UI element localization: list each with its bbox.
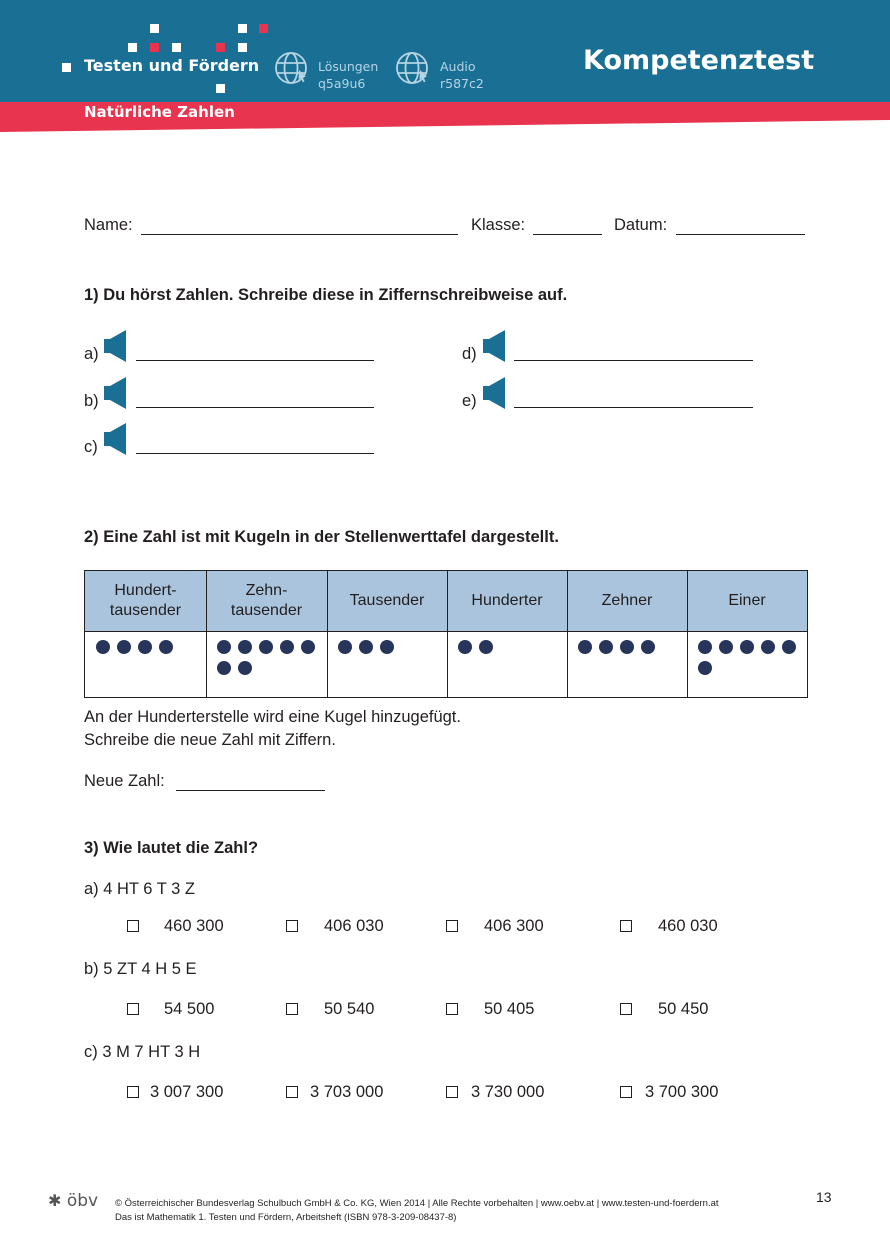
class-label: Klasse: [471, 216, 526, 234]
place-value-ball [217, 640, 231, 654]
name-field[interactable] [141, 234, 458, 235]
place-value-table [84, 570, 808, 698]
option-label: 3 730 000 [471, 1083, 545, 1101]
new-number-field[interactable] [176, 790, 325, 791]
column-header-line1: Hundert- [114, 582, 177, 599]
table-divider [327, 571, 328, 697]
option-label: 3 007 300 [150, 1083, 224, 1101]
column-header [206, 571, 327, 631]
audio-code-block[interactable] [440, 58, 484, 92]
task1-item-label: d) [462, 345, 477, 363]
task1-heading: 1) Du hörst Zahlen. Schreibe diese in Ziffernschreibweise auf. [84, 286, 568, 304]
speaker-icon[interactable] [483, 330, 507, 362]
audio-label: Audio [440, 59, 476, 74]
place-value-ball [698, 640, 712, 654]
footer-line-1: © Österreichischer Bundesverlag Schulbuch GmbH & Co. KG, Wien 2014 | Alle Rechte vorbehalten | www.oebv.at | www.testen-und-foerdern.at [115, 1198, 719, 1209]
task3-heading: 3) Wie lautet die Zahl? [84, 839, 259, 857]
speaker-icon[interactable] [104, 330, 128, 362]
task2-instruction-2: Schreibe die neue Zahl mit Ziffern. [84, 731, 336, 749]
option-checkbox[interactable] [286, 920, 298, 932]
column-header-line1: Zehn- [245, 582, 288, 599]
option-label: 50 450 [658, 1000, 709, 1018]
option-checkbox[interactable] [446, 1086, 458, 1098]
column-header-line1: Zehner [601, 592, 653, 609]
option-checkbox[interactable] [127, 1003, 139, 1015]
new-number-label: Neue Zahl: [84, 772, 165, 790]
table-divider [206, 571, 207, 697]
answer-line[interactable] [136, 360, 374, 361]
answer-line[interactable] [136, 453, 374, 454]
brand-name: Testen und Fördern [84, 56, 260, 75]
answer-line[interactable] [136, 407, 374, 408]
column-header [687, 571, 807, 631]
column-header [567, 571, 687, 631]
footer-copyright [115, 1197, 719, 1225]
solutions-code-block[interactable] [318, 58, 378, 92]
place-value-ball [96, 640, 110, 654]
place-value-ball [458, 640, 472, 654]
option-checkbox[interactable] [286, 1003, 298, 1015]
answer-line[interactable] [514, 360, 753, 361]
column-header-line2: tausender [109, 602, 182, 619]
solutions-code: q5a9u6 [318, 76, 366, 91]
option-checkbox[interactable] [620, 920, 632, 932]
place-value-ball [217, 661, 231, 675]
question-label: a) 4 HT 6 T 3 Z [84, 880, 195, 898]
place-value-ball [138, 640, 152, 654]
footer-line-2: Das ist Mathematik 1. Testen und Fördern, Arbeitsheft (ISBN 978-3-209-08437-8) [115, 1212, 457, 1223]
place-value-ball [698, 661, 712, 675]
column-header [85, 571, 206, 631]
task1-item-label: c) [84, 438, 98, 456]
option-checkbox[interactable] [127, 1086, 139, 1098]
speaker-icon[interactable] [104, 377, 128, 409]
task1-item-label: b) [84, 392, 99, 410]
place-value-ball [359, 640, 373, 654]
option-checkbox[interactable] [127, 920, 139, 932]
place-value-ball [719, 640, 733, 654]
place-value-ball [259, 640, 273, 654]
option-checkbox[interactable] [446, 920, 458, 932]
option-label: 50 405 [484, 1000, 535, 1018]
option-checkbox[interactable] [620, 1086, 632, 1098]
option-checkbox[interactable] [620, 1003, 632, 1015]
column-header-line1: Einer [728, 592, 766, 609]
option-label: 460 300 [164, 917, 224, 935]
answer-line[interactable] [514, 407, 753, 408]
audio-code: r587c2 [440, 76, 484, 91]
speaker-icon[interactable] [483, 377, 507, 409]
place-value-ball [599, 640, 613, 654]
topic-label: Natürliche Zahlen [84, 103, 235, 121]
place-value-ball [338, 640, 352, 654]
name-label: Name: [84, 216, 133, 234]
column-header [327, 571, 447, 631]
place-value-ball [380, 640, 394, 654]
place-value-ball [641, 640, 655, 654]
place-value-ball [761, 640, 775, 654]
publisher-logo-text: öbv [66, 1191, 99, 1211]
task2-instruction-1: An der Hunderterstelle wird eine Kugel hinzugefügt. [84, 708, 461, 726]
task1-item-label: e) [462, 392, 477, 410]
task2-heading: 2) Eine Zahl ist mit Kugeln in der Stellenwerttafel dargestellt. [84, 528, 559, 546]
option-label: 54 500 [164, 1000, 215, 1018]
task1-item-label: a) [84, 345, 99, 363]
option-checkbox[interactable] [446, 1003, 458, 1015]
column-header-line2: tausender [230, 602, 303, 619]
table-divider [447, 571, 448, 697]
publisher-logo [48, 1191, 98, 1211]
solutions-label: Lösungen [318, 59, 379, 74]
page-title: Kompetenztest [583, 45, 815, 76]
place-value-ball [238, 661, 252, 675]
place-value-ball [479, 640, 493, 654]
place-value-ball [782, 640, 796, 654]
option-label: 406 030 [324, 917, 384, 935]
place-value-ball [620, 640, 634, 654]
globe-icon[interactable] [274, 50, 310, 86]
table-divider [687, 571, 688, 697]
place-value-ball [117, 640, 131, 654]
table-divider [85, 631, 807, 632]
option-label: 460 030 [658, 917, 718, 935]
column-header [447, 571, 567, 631]
date-field[interactable] [676, 234, 805, 235]
star-icon: ✱ [48, 1191, 62, 1210]
date-label: Datum: [614, 216, 668, 234]
column-header-line1: Tausender [349, 592, 425, 609]
option-label: 3 703 000 [310, 1083, 384, 1101]
place-value-ball [280, 640, 294, 654]
option-label: 406 300 [484, 917, 544, 935]
column-header-line1: Hunderter [471, 592, 543, 609]
class-field[interactable] [533, 234, 602, 235]
place-value-ball [740, 640, 754, 654]
place-value-ball [301, 640, 315, 654]
question-label: b) 5 ZT 4 H 5 E [84, 960, 197, 978]
globe-icon[interactable] [395, 50, 431, 86]
page-number: 13 [816, 1189, 832, 1205]
speaker-icon[interactable] [104, 423, 128, 455]
table-divider [567, 571, 568, 697]
question-label: c) 3 M 7 HT 3 H [84, 1043, 201, 1061]
option-label: 50 540 [324, 1000, 375, 1018]
option-checkbox[interactable] [286, 1086, 298, 1098]
option-label: 3 700 300 [645, 1083, 719, 1101]
place-value-ball [159, 640, 173, 654]
place-value-ball [238, 640, 252, 654]
place-value-ball [578, 640, 592, 654]
